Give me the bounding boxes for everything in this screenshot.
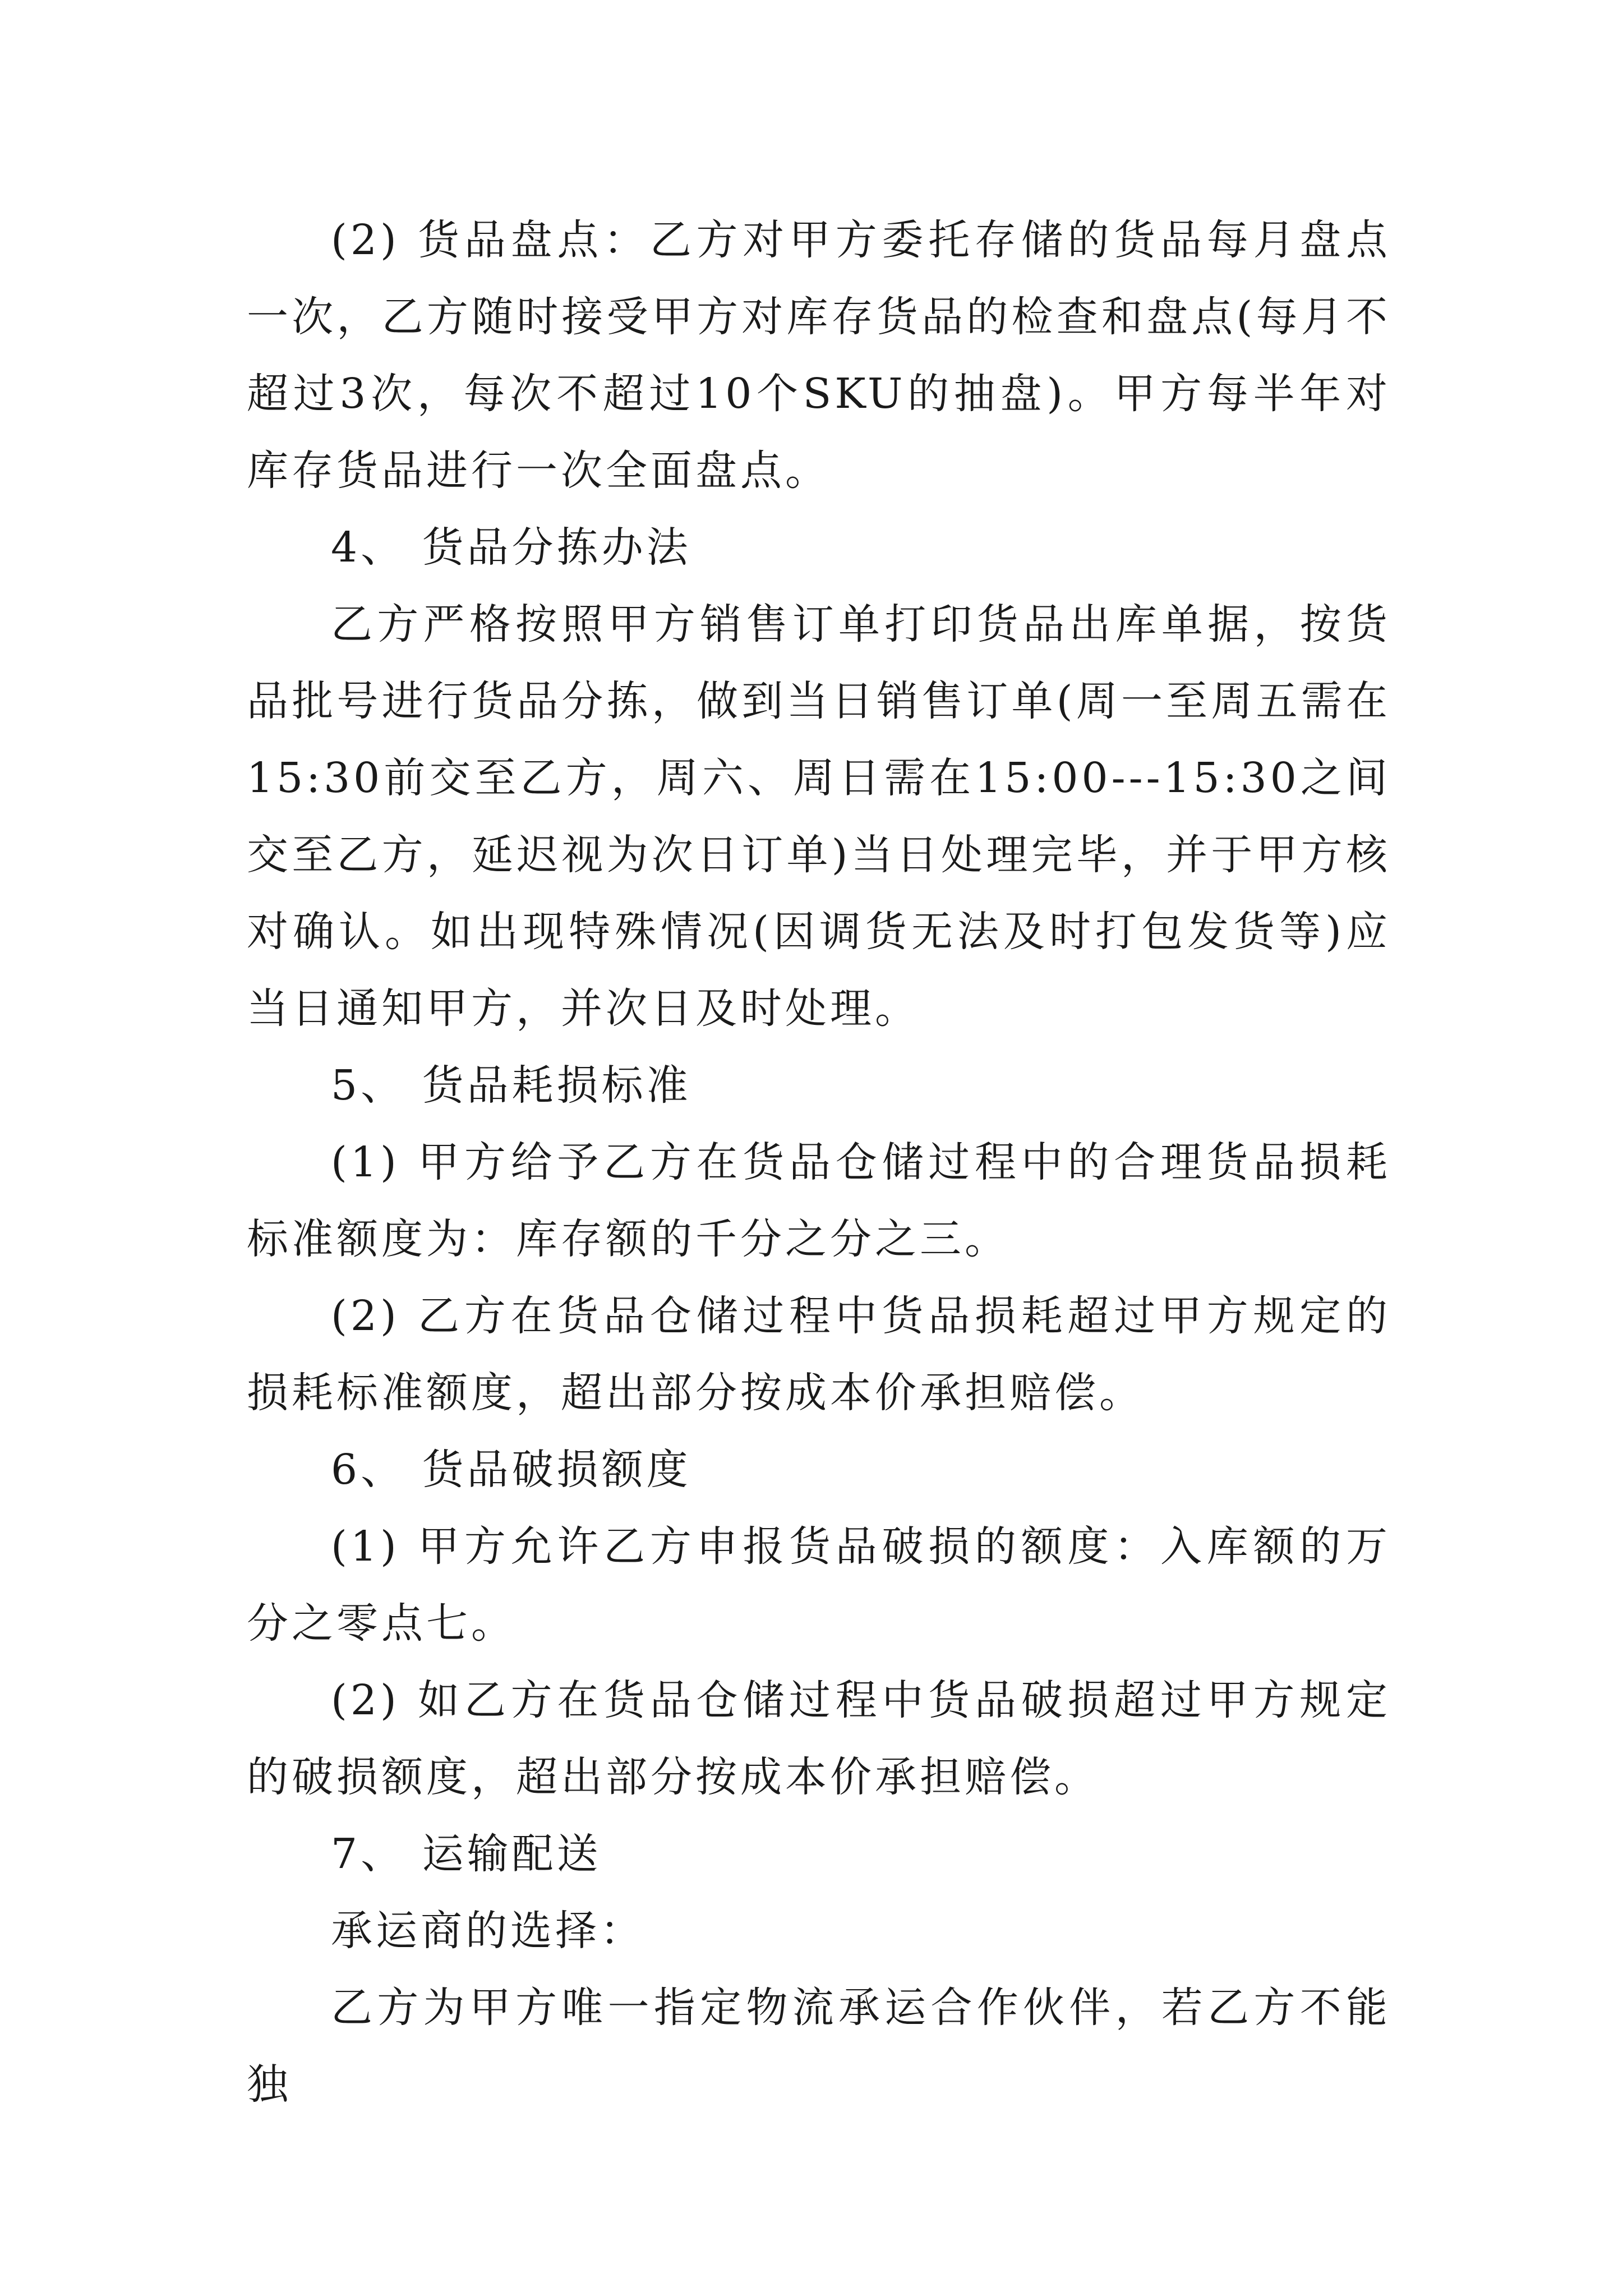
heading-loss-standard: 5、 货品耗损标准 <box>331 1061 691 1110</box>
paragraph-inventory-check: (2) 货品盘点：乙方对甲方委托存储的货品每月盘点一次，乙方随时接受甲方对库存货品的检查和盘点(每月不超过3次，每次不超过10个SKU的抽盘)。甲方每半年对库存货品进行一次全面盘点。 <box>247 216 1391 495</box>
paragraph-loss-standard-2: (2) 乙方在货品仓储过程中货品损耗超过甲方规定的损耗标准额度，超出部分按成本价承担赔偿。 <box>247 1292 1391 1417</box>
paragraph-carrier-selection: 乙方为甲方唯一指定物流承运合作伙伴，若乙方不能独 <box>247 1984 1391 2109</box>
heading-transport-delivery: 7、 运输配送 <box>331 1830 602 1878</box>
heading-sorting-method: 4、 货品分拣办法 <box>331 523 691 572</box>
subheading-carrier-selection: 承运商的选择： <box>331 1907 645 1955</box>
paragraph-damage-allowance-2: (2) 如乙方在货品仓储过程中货品破损超过甲方规定的破损额度，超出部分按成本价承担赔偿。 <box>247 1676 1391 1801</box>
paragraph-damage-allowance-1: (1) 甲方允许乙方申报货品破损的额度：入库额的万分之零点七。 <box>247 1522 1391 1648</box>
paragraph-sorting-method: 乙方严格按照甲方销售订单打印货品出库单据，按货品批号进行货品分拣，做到当日销售订单(周一至周五需在15:30前交至乙方，周六、周日需在15:00---15:30之间交至乙方，延迟视为次日订单)当日处理完毕，并于甲方核对确认。如出现特殊情况(因调货无法及时打包发货等)应当日通知甲方，并次日及时处理。 <box>247 600 1391 1033</box>
heading-damage-allowance: 6、 货品破损额度 <box>331 1446 691 1494</box>
document-body <box>247 202 1391 2123</box>
paragraph-loss-standard-1: (1) 甲方给予乙方在货品仓储过程中的合理货品损耗标准额度为：库存额的千分之分之三。 <box>247 1138 1391 1263</box>
